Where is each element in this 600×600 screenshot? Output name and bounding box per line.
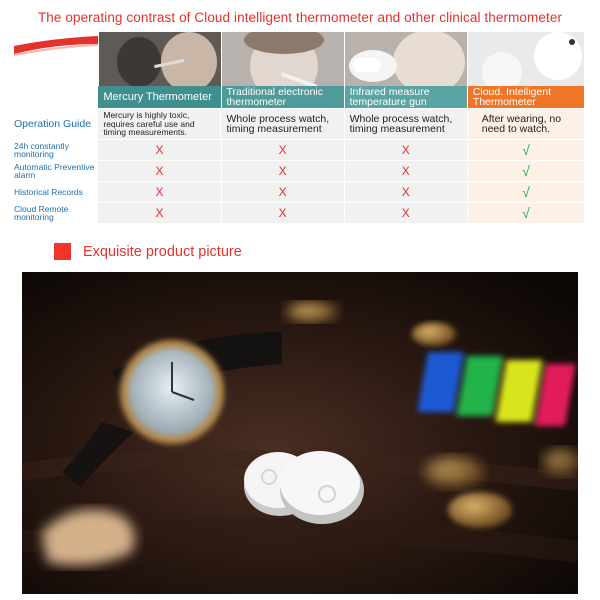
operation-guide-mercury: Mercury is highly toxic, requires careful use and timing measurements. [98,109,220,139]
feature-label: 24h constantly monitoring [14,141,69,159]
section-title: Exquisite product picture [83,243,242,260]
feature-row [14,203,584,223]
cross-mark: X [222,182,344,202]
cross-mark: X [222,140,344,160]
feature-row [14,140,584,160]
operation-guide-cloud: After wearing, no need to watch. [468,109,584,139]
product-photo [22,272,578,594]
operation-guide-label: Operation Guide [14,118,92,130]
feature-label: Automatic Preventive alarm [14,162,95,180]
check-mark: √ [468,161,584,181]
feature-row [14,161,584,181]
operation-guide-row [14,109,584,139]
page-title: The operating contrast of Cloud intelligent thermometer and other clinical thermometer [37,10,563,25]
cross-mark: X [98,140,220,160]
cross-mark: X [345,161,467,181]
corner-swoosh [14,32,98,86]
section-marker [54,243,71,260]
header-traditional: Traditional electronic thermometer [222,86,344,108]
comparison-table [14,32,584,223]
cross-mark: X [345,182,467,202]
check-mark: √ [468,203,584,223]
feature-label: Historical Records [14,187,83,197]
cross-mark: X [98,182,220,202]
infrared-gun-photo [345,32,467,86]
feature-row [14,182,584,202]
check-mark: √ [468,140,584,160]
cross-mark: X [222,161,344,181]
mercury-thermometer-photo [99,32,221,86]
electronic-thermometer-photo [222,32,344,86]
cloud-thermometer-photo [468,32,584,86]
cross-mark: X [222,203,344,223]
header-spacer [14,86,97,108]
header-cloud: Cloud. Intelligent Thermometer [468,86,584,108]
cross-mark: X [345,203,467,223]
photo-row [14,32,584,86]
check-mark: √ [468,182,584,202]
section-heading [54,243,242,260]
feature-label: Cloud Remote monitoring [14,204,69,222]
header-infrared: Infrared measure temperature gun [345,86,467,108]
operation-guide-infrared: Whole process watch, timing measurement [345,109,467,139]
cross-mark: X [98,161,220,181]
column-header-row [14,86,584,108]
header-mercury: Mercury Thermometer [98,86,220,108]
cross-mark: X [98,203,220,223]
cross-mark: X [345,140,467,160]
operation-guide-traditional: Whole process watch, timing measurement [221,109,343,139]
